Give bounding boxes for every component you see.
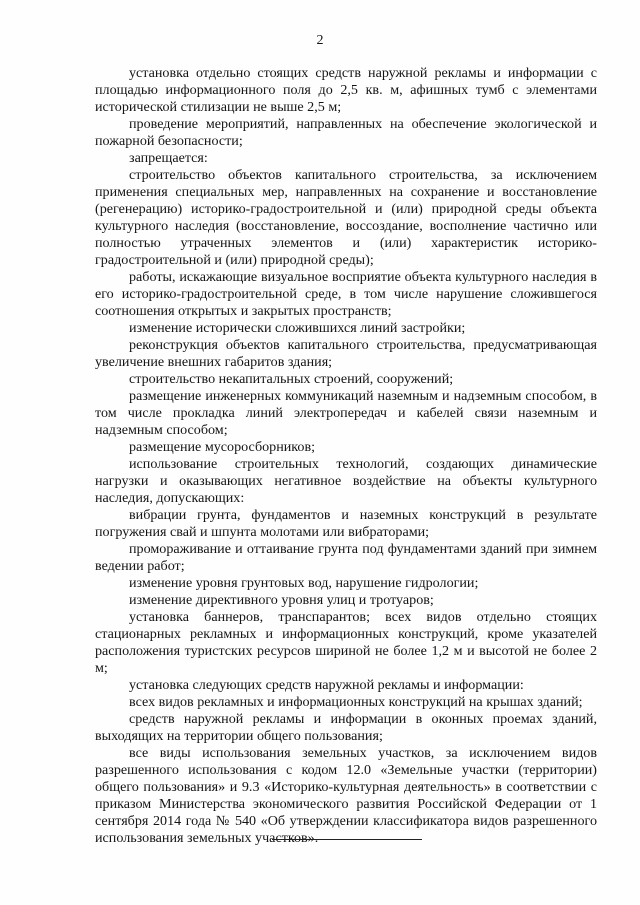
paragraph-8: строительство некапитальных строений, сооружений; [129,371,454,387]
paragraph-14: изменение уровня грунтовых вод, нарушение гидрологии; [129,575,479,591]
paragraph-7: реконструкция объектов капитального строительства, предусматривающая увеличение внешних габаритов здания; [95,337,597,370]
paragraph-13: промораживание и оттаивание грунта под фундаментами зданий при зимнем ведении работ; [95,541,597,574]
paragraph-12: вибрации грунта, фундаментов и наземных конструкций в результате погружения свай и шпунта молотами или вибраторами; [95,507,597,540]
paragraph-3: запрещается: [129,150,208,166]
paragraph-18: всех видов рекламных и информационных конструкций на крышах зданий; [129,694,583,710]
page-number: 2 [316,33,324,48]
paragraph-4: строительство объектов капитального строительства, за исключением применения специальных мер, направленных на сохранение и восстановление (регенерацию) историко-градостроительной и (или) природной среды объекта культурного наследия (восстановление, воссоздание, восполнение частично или полностью утраченных элементов и (или) характеристик историко-градостроительной и (или) природной среды); [95,167,597,268]
paragraph-19: средств наружной рекламы и информации в оконных проемах зданий, выходящих на территории общего пользования; [95,711,597,744]
paragraph-17: установка следующих средств наружной рекламы и информации: [129,677,524,693]
paragraph-5: работы, искажающие визуальное восприятие объекта культурного наследия в его историко-градостроительной среде, в том числе нарушение сложившегося соотношения открытых и закрытых пространств; [95,269,597,319]
paragraph-9: размещение инженерных коммуникаций наземным и надземным способом, в том числе прокладка линий электропередач и кабелей связи наземным и надземным способом; [95,388,597,438]
paragraph-2: проведение мероприятий, направленных на обеспечение экологической и пожарной безопасности; [95,116,597,149]
document-body [95,65,597,847]
paragraph-16: установка баннеров, транспарантов; всех видов отдельно стоящих стационарных рекламных и информационных конструкций, кроме указателей расположения туристских ресурсов шириной не более 1,2 м и высотой не более 2 м; [95,609,597,676]
paragraph-1: установка отдельно стоящих средств наружной рекламы и информации с площадью информационного поля до 2,5 кв. м, афишных тумб с элементами исторической стилизации не выше 2,5 м; [95,65,597,115]
paragraph-6: изменение исторически сложившихся линий застройки; [129,320,466,336]
closing-rule [272,839,422,840]
paragraph-10: размещение мусоросборников; [129,439,316,455]
paragraph-11: использование строительных технологий, создающих динамические нагрузки и оказывающих негативное воздействие на объекты культурного наследия, допускающих: [95,456,597,506]
paragraph-20: все виды использования земельных участков, за исключением видов разрешенного использования с кодом 12.0 «Земельные участки (территории) общего пользования» и 9.3 «Историко-культурная деятельность» в соответствии с приказом Министерства экономического развития Российской Федерации от 1 сентября 2014 года № 540 «Об утверждении классификатора видов разрешенного использования земельных участков». [95,745,597,846]
paragraph-15: изменение директивного уровня улиц и тротуаров; [129,592,434,608]
